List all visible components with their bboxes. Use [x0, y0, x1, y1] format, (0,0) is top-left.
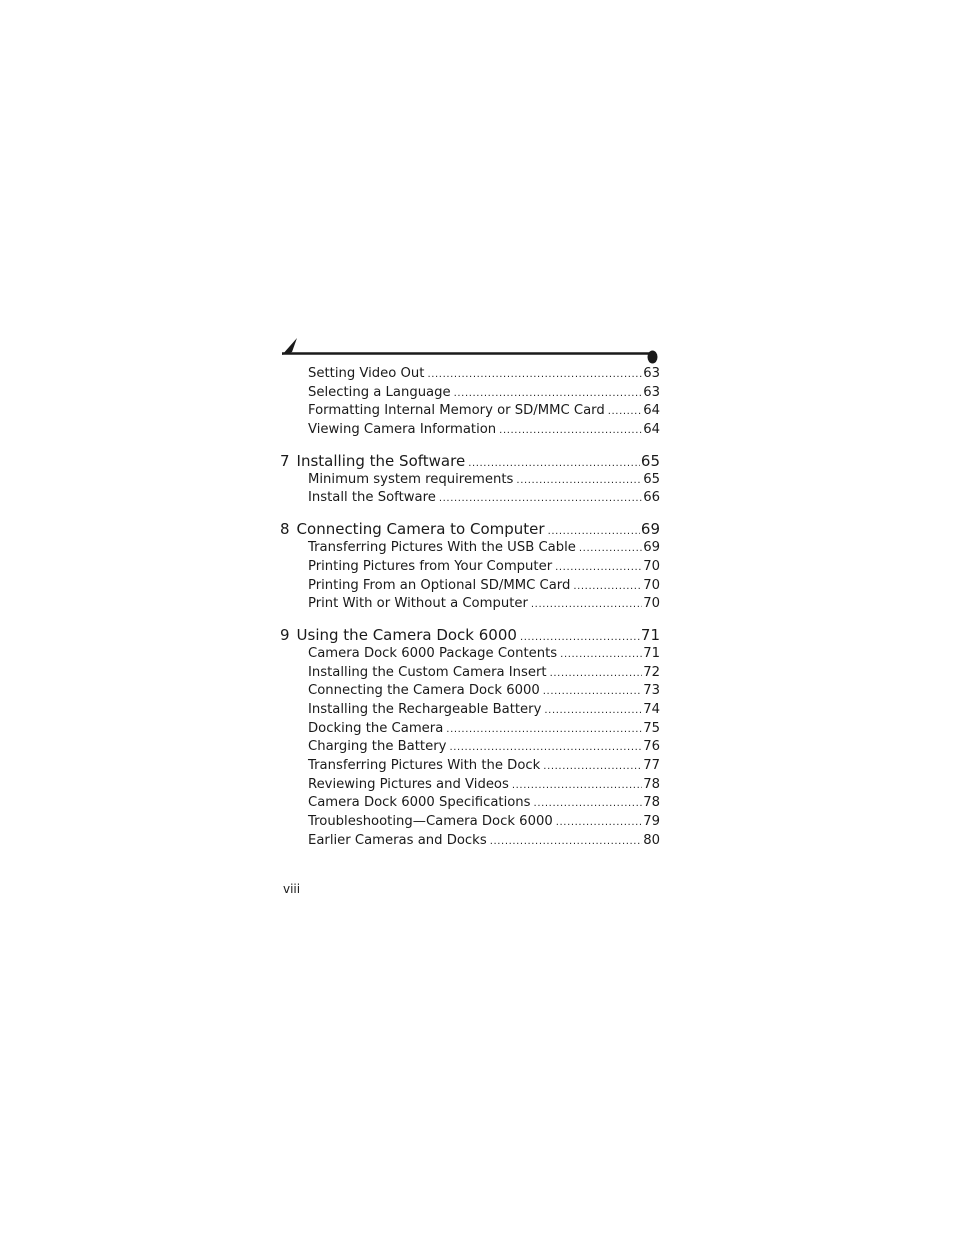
dot-leader [446, 721, 642, 740]
toc-entry-title: Setting Video Out [308, 366, 425, 381]
dot-leader [550, 665, 643, 684]
toc-entry-page: 66 [643, 490, 660, 506]
dot-leader [439, 490, 642, 509]
toc-entry-title: Print With or Without a Computer [308, 596, 528, 612]
toc-entry-page: 75 [643, 720, 660, 736]
toc-entry-page: 74 [643, 701, 660, 717]
toc-entry-page: 80 [643, 832, 660, 848]
dot-leader [608, 403, 642, 422]
toc-entry-title: Docking the Camera [308, 720, 444, 736]
toc-entry-page: 73 [643, 683, 660, 699]
toc-entry[interactable] [280, 794, 660, 813]
toc-entry[interactable] [280, 402, 660, 421]
toc-entry-page: 70 [643, 558, 660, 574]
toc-entry-title: Installing the Rechargeable Battery [308, 701, 542, 717]
toc-entry-title: Formatting Internal Memory or SD/MMC Card [308, 403, 605, 419]
dot-leader [555, 559, 642, 578]
toc-section-continued [280, 365, 660, 440]
chapter-title: Connecting Camera to Computer [296, 520, 545, 539]
toc-entry-page: 63 [643, 366, 660, 381]
toc-entry-title: Reviewing Pictures and Videos [308, 776, 509, 792]
toc-entry-page: 70 [643, 577, 660, 593]
dot-leader [449, 739, 642, 758]
toc-entry[interactable] [280, 365, 660, 384]
toc-entry-title: Minimum system requirements [308, 471, 514, 487]
toc-entry-page: 78 [643, 776, 660, 792]
toc-entry[interactable] [280, 384, 660, 403]
toc-entry-title: Charging the Battery [308, 739, 447, 755]
dot-leader [534, 795, 643, 814]
toc-entry-page: 65 [643, 471, 660, 487]
toc-chapter-heading[interactable] [280, 625, 660, 645]
dot-leader [454, 385, 643, 404]
table-of-contents [280, 365, 660, 850]
page-number: viii [283, 882, 301, 896]
toc-entry-title: Installing the Custom Camera Insert [308, 664, 547, 680]
toc-entry-title: Earlier Cameras and Docks [308, 832, 487, 848]
chapter-title: Using the Camera Dock 6000 [296, 625, 517, 644]
toc-entry[interactable] [280, 738, 660, 757]
toc-chapter-heading[interactable] [280, 451, 660, 471]
toc-entry-page: 64 [643, 403, 660, 419]
dot-leader [531, 596, 642, 615]
toc-entry-page: 76 [643, 739, 660, 755]
toc-entry-title: Install the Software [308, 490, 436, 506]
toc-entry-page: 79 [643, 814, 660, 830]
toc-chapter-7 [280, 451, 660, 508]
toc-entry-page: 78 [643, 795, 660, 811]
toc-entry[interactable] [280, 645, 660, 664]
toc-entry[interactable] [280, 813, 660, 832]
toc-entry-title: Printing Pictures from Your Computer [308, 558, 553, 574]
toc-entry[interactable] [280, 595, 660, 614]
chapter-page: 65 [640, 451, 660, 470]
toc-entry-page: 71 [643, 645, 660, 661]
toc-entry-page: 72 [643, 664, 660, 680]
dot-leader [544, 702, 642, 721]
toc-entry[interactable] [280, 558, 660, 577]
toc-entry-title: Viewing Camera Information [308, 422, 497, 438]
toc-entry[interactable] [280, 757, 660, 776]
toc-entry-title: Transferring Pictures With the Dock [308, 758, 541, 773]
dot-leader [579, 540, 642, 559]
toc-entry[interactable] [280, 539, 660, 558]
toc-entry-title: Selecting a Language [308, 384, 451, 400]
chapter-number: 7 [280, 451, 290, 470]
dot-leader [512, 777, 642, 796]
toc-entry-page: 70 [643, 596, 660, 612]
toc-entry[interactable] [280, 701, 660, 720]
chapter-page: 71 [640, 625, 660, 644]
toc-entry-title: Troubleshooting—Camera Dock 6000 [308, 814, 553, 830]
chapter-page: 69 [640, 520, 660, 539]
toc-entry-title: Transferring Pictures With the USB Cable [308, 540, 576, 556]
dot-leader [427, 366, 642, 385]
toc-entry[interactable] [280, 776, 660, 795]
toc-entry-page: 63 [643, 384, 660, 400]
dot-leader [573, 578, 642, 597]
toc-entry[interactable] [280, 682, 660, 701]
toc-entry-title: Printing From an Optional SD/MMC Card [308, 577, 571, 593]
toc-entry-title: Camera Dock 6000 Specifications [308, 795, 531, 811]
toc-entry[interactable] [280, 832, 660, 851]
toc-entry[interactable] [280, 720, 660, 739]
dot-leader [543, 683, 642, 702]
dot-leader [499, 422, 642, 441]
dot-leader [543, 758, 642, 777]
toc-chapter-9 [280, 625, 660, 851]
toc-entry[interactable] [280, 577, 660, 596]
toc-chapter-heading[interactable] [280, 519, 660, 539]
toc-entry[interactable] [280, 489, 660, 508]
chapter-number: 8 [280, 520, 290, 539]
toc-entry-page: 64 [643, 422, 660, 438]
dot-leader [516, 472, 642, 491]
chapter-number: 9 [280, 625, 290, 644]
toc-entry[interactable] [280, 664, 660, 683]
header-rule-decoration [280, 334, 660, 364]
chapter-title: Installing the Software [296, 451, 466, 470]
toc-entry-title: Connecting the Camera Dock 6000 [308, 683, 540, 699]
dot-leader [490, 833, 643, 852]
toc-entry-page: 69 [643, 540, 660, 556]
toc-entry[interactable] [280, 421, 660, 440]
dot-leader [556, 814, 642, 833]
dot-leader [560, 646, 642, 665]
toc-chapter-8 [280, 519, 660, 614]
toc-entry-title: Camera Dock 6000 Package Contents [308, 645, 558, 661]
toc-entry-page: 77 [643, 758, 660, 773]
toc-entry[interactable] [280, 471, 660, 490]
